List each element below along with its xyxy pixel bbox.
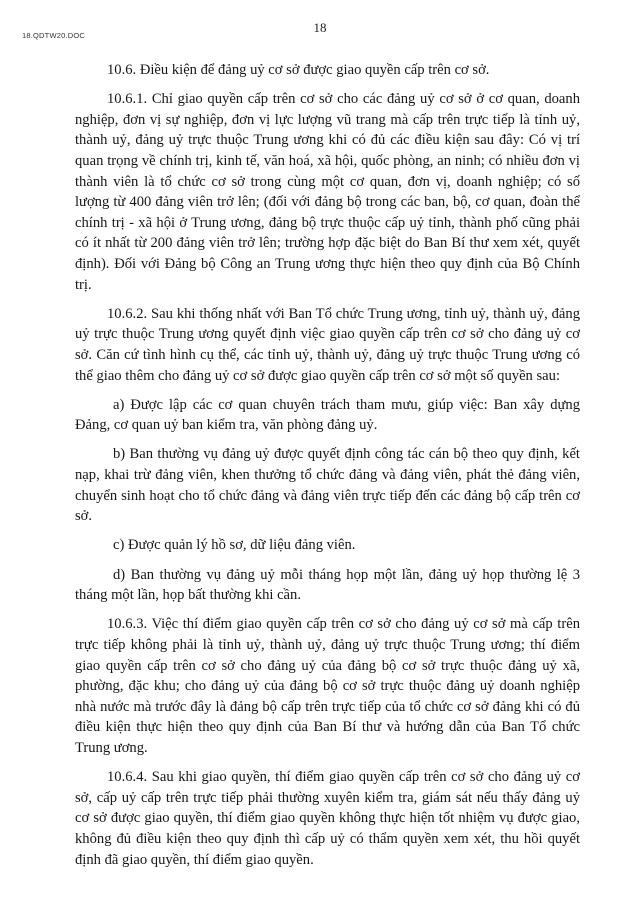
list-item-a: a) Được lập các cơ quan chuyên trách tham mưu, giúp việc: Ban xây dựng Đảng, cơ quan uỷ ban kiểm tra, văn phòng đảng uỷ. — [75, 396, 580, 434]
paragraph-10-6-4: 10.6.4. Sau khi giao quyền, thí điểm giao quyền cấp trên cơ sở cho đảng uỷ cơ sở, cấp uỷ cấp trên trực tiếp phải thường xuyên kiểm tra, giám sát nếu thấy đảng uỷ cơ sở được giao quyền, thí điểm giao quyền không thực hiện tốt nhiệm vụ được giao, không đủ điều kiện theo quy định thì cấp uỷ có thẩm quyền xem xét, thu hồi quyết định đã giao quyền, thí điểm giao quyền. — [75, 769, 580, 868]
list-item-d: d) Ban thường vụ đảng uỷ mỗi tháng họp một lần, đảng uỷ họp thường lệ 3 tháng một lần, họp bất thường khi cần. — [75, 566, 580, 604]
list-item-b: b) Ban thường vụ đảng uỷ được quyết định công tác cán bộ theo quy định, kết nạp, khai trừ đảng viên, khen thưởng tổ chức đảng và đảng viên, phát thẻ đảng viên, chuyển sinh hoạt cho tổ chức đảng và đảng viên trực tiếp đến các đảng bộ cấp trên cơ sở. — [75, 446, 580, 525]
paragraph-10-6-2: 10.6.2. Sau khi thống nhất với Ban Tổ chức Trung ương, tỉnh uỷ, thành uỷ, đảng uỷ trực thuộc Trung ương quyết định việc giao quyền cấp trên cơ sở cho đảng uỷ cơ sở. Căn cứ tình hình cụ thể, các tỉnh uỷ, thành uỷ, đảng uỷ trực thuộc Trung ương có thể giao thêm cho đảng uỷ cơ sở được giao quyền cấp trên cơ sở một số quyền sau: — [75, 305, 580, 384]
list-item-c: c) Được quản lý hồ sơ, dữ liệu đảng viên. — [113, 537, 356, 554]
section-heading-10-6: 10.6. Điều kiện để đảng uỷ cơ sở được giao quyền cấp trên cơ sở. — [107, 62, 490, 78]
document-body — [75, 60, 580, 879]
page-number: 18 — [313, 20, 327, 35]
paragraph-10-6-3: 10.6.3. Việc thí điểm giao quyền cấp trên cơ sở cho đảng uỷ cơ sở mà cấp trên trực tiếp không phải là tỉnh uỷ, thành uỷ, đảng uỷ trực thuộc Trung ương; thí điểm giao quyền cấp trên cơ sở cho đảng uỷ của đảng bộ cơ sở trực thuộc đảng uỷ xã, phường, đặc khu; cho đảng uỷ của đảng bộ cơ sở trực thuộc đảng uỷ doanh nghiệp nhà nước mà trước đây là đảng bộ cấp trên trực tiếp của tổ chức cơ sở đảng khi có đủ điều kiện thực hiện theo quy định của Ban Bí thư và hướng dẫn của Ban Tổ chức Trung ương. — [75, 616, 580, 756]
paragraph-10-6-1: 10.6.1. Chỉ giao quyền cấp trên cơ sở cho các đảng uỷ cơ sở ở cơ quan, doanh nghiệp, đơn vị sự nghiệp, đơn vị lực lượng vũ trang mà cấp trên trực tiếp là tỉnh uỷ, thành uỷ, đảng uỷ trực thuộc Trung ương khi có đủ các điều kiện sau đây: Có vị trí quan trọng về chính trị, kinh tế, văn hoá, xã hội, quốc phòng, an ninh; có nhiều đơn vị thành viên là tổ chức cơ sở trong cùng một cơ quan, đơn vị, doanh nghiệp; có số lượng từ 400 đảng viên trở lên; (đối với đảng bộ trong các ban, bộ, cơ quan, đoàn thể chính trị - xã hội ở Trung ương, đảng bộ trực thuộc cấp uỷ tỉnh, thành phố cũng phải có ít nhất từ 200 đảng viên trở lên; trường hợp đặc biệt do Ban Bí thư xem xét, quyết định). Đối với Đảng bộ Công an Trung ương thực hiện theo quy định của Bộ Chính trị. — [75, 91, 580, 293]
document-filename: 18.QDTW20.DOC — [22, 31, 86, 40]
